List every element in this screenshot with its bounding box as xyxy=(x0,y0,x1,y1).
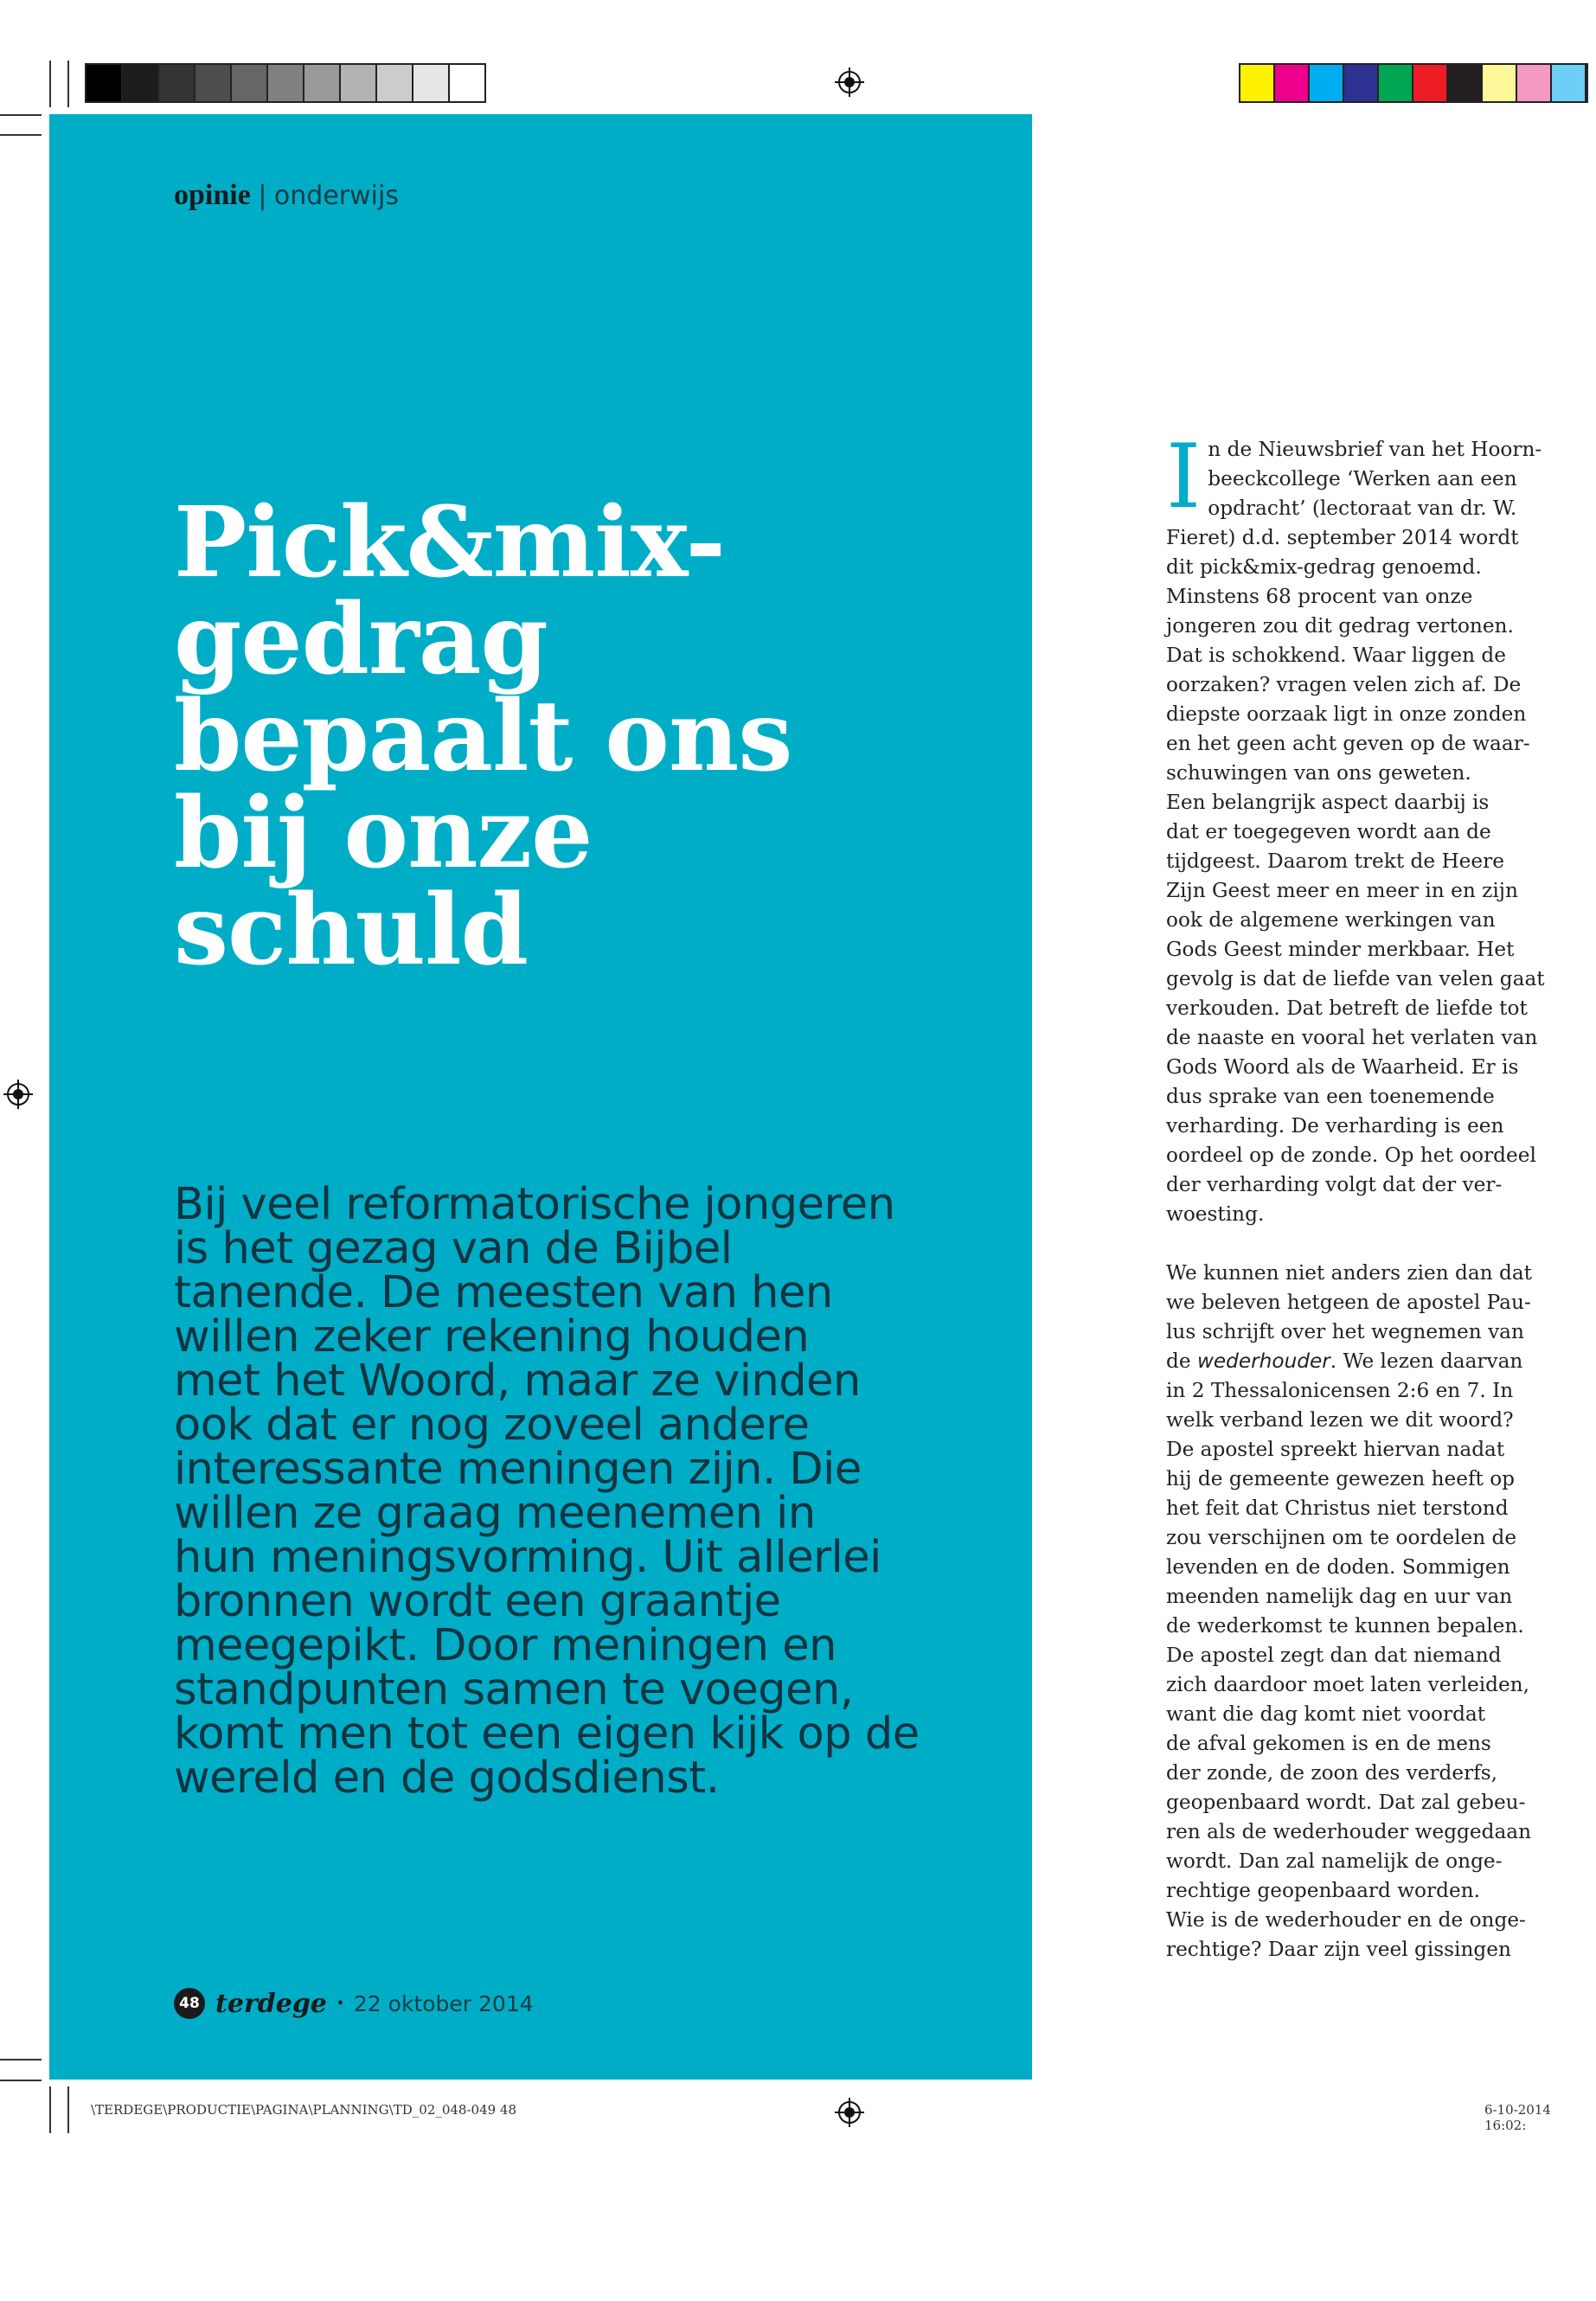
body-line: geopenbaard wordt. Dat zal gebeu- xyxy=(1166,1791,1526,1814)
body-line: beeckcollege ‘Werken aan een xyxy=(1208,467,1517,490)
body-line: hij de gemeente gewezen heeft op xyxy=(1166,1467,1516,1490)
body-line: dit pick&mix-gedrag genoemd. xyxy=(1166,555,1482,579)
body-line: Zijn Geest meer en meer in en zijn xyxy=(1166,879,1518,902)
crop-mark xyxy=(0,134,42,136)
body-line: verharding. De verharding is een xyxy=(1166,1114,1504,1138)
headline: Pick&mix- gedrag bepaalt ons bij onze schuld xyxy=(174,486,792,987)
body-paragraph-2 xyxy=(1166,1259,1555,1965)
crop-mark xyxy=(0,114,42,116)
color-swatch xyxy=(1344,65,1379,101)
body-line: Minstens 68 procent van onze xyxy=(1166,585,1473,608)
color-swatch xyxy=(1483,65,1517,101)
intro-text: Bij veel reformatorische jongeren is het gezag van de Bijbel tanende. De meesten van hen willen zeker rekening houden met het Woord, maar ze vinden ook dat er nog zoveel andere interessante meningen zijn. Die willen ze graag meenemen in hun meningsvorming. Uit allerlei bronnen wordt een graantje meegepikt. Door meningen en standpunten samen te voegen, komt men tot een eigen kijk op de wereld en de godsdienst. xyxy=(174,1179,920,1804)
slug-timestamp: 6-10-2014 16:02: xyxy=(1484,2102,1551,2133)
gray-swatch xyxy=(232,65,268,101)
body-line: lus schrijft over het wegnemen van xyxy=(1166,1320,1524,1343)
body-line: We kunnen niet anders zien dan dat xyxy=(1166,1261,1532,1285)
body-line: het feit dat Christus niet terstond xyxy=(1166,1497,1509,1520)
color-swatch xyxy=(1240,65,1275,101)
gray-swatch xyxy=(341,65,377,101)
body-line: zich daardoor moet laten verleiden, xyxy=(1166,1673,1529,1696)
body-line: welk verband lezen we dit woord? xyxy=(1166,1408,1514,1432)
color-swatch xyxy=(1517,65,1552,101)
body-line: in 2 Thessalonicensen 2:6 en 7. In xyxy=(1166,1379,1514,1402)
page-footer xyxy=(174,1988,534,2019)
body-line: rechtige geopenbaard worden. xyxy=(1166,1879,1480,1902)
gray-swatch xyxy=(159,65,195,101)
body-line: ook de algemene werkingen van xyxy=(1166,908,1496,932)
gray-swatch xyxy=(123,65,159,101)
color-swatch xyxy=(1448,65,1483,101)
body-line: diepste oorzaak ligt in onze zonden xyxy=(1166,702,1527,726)
crop-mark xyxy=(0,2059,42,2061)
body-line: schuwingen van ons geweten. xyxy=(1166,761,1471,785)
body-line: Wie is de wederhouder en de onge- xyxy=(1166,1908,1526,1932)
body-line: de naaste en vooral het verlaten van xyxy=(1166,1026,1538,1049)
brand-logo: terdege xyxy=(215,1988,327,2019)
body-line xyxy=(1166,1347,1555,1376)
body-line: want die dag komt niet voordat xyxy=(1166,1702,1486,1726)
body-line: De apostel spreekt hiervan nadat xyxy=(1166,1438,1505,1461)
body-text: de xyxy=(1166,1349,1197,1373)
body-line: oorzaken? vragen velen zich af. De xyxy=(1166,673,1522,696)
body-line: Dat is schokkend. Waar liggen de xyxy=(1166,644,1506,667)
crop-mark xyxy=(49,61,51,107)
issue-date: 22 oktober 2014 xyxy=(353,1990,534,2016)
gray-swatch xyxy=(304,65,341,101)
color-swatch xyxy=(1310,65,1344,101)
body-line: der verharding volgt dat der ver- xyxy=(1166,1173,1503,1196)
crop-mark xyxy=(0,2080,42,2081)
body-line: Gods Geest minder merkbaar. Het xyxy=(1166,938,1515,961)
color-swatch xyxy=(1413,65,1448,101)
body-line: Gods Woord als de Waarheid. Er is xyxy=(1166,1055,1519,1079)
grayscale-calibration-bar xyxy=(85,63,486,103)
gray-swatch xyxy=(268,65,304,101)
crop-mark xyxy=(49,2086,51,2133)
body-line: dus sprake van een toenemende xyxy=(1166,1085,1495,1108)
body-line: gevolg is dat de liefde van velen gaat xyxy=(1166,967,1545,990)
body-line: rechtige? Daar zijn veel gissingen xyxy=(1166,1938,1511,1961)
body-line: levenden en de doden. Sommigen xyxy=(1166,1555,1510,1579)
paragraph-gap xyxy=(1166,1229,1555,1259)
gray-swatch xyxy=(195,65,232,101)
teal-panel xyxy=(49,114,1032,2080)
body-line: n de Nieuwsbrief van het Hoorn- xyxy=(1208,438,1542,461)
registration-mark-icon xyxy=(835,2098,864,2127)
body-line: tijdgeest. Daarom trekt de Heere xyxy=(1166,849,1504,873)
category-label: onderwijs xyxy=(273,181,399,211)
body-line: ren als de wederhouder weggedaan xyxy=(1166,1820,1532,1843)
registration-mark-icon xyxy=(835,67,864,97)
body-text: . We lezen daarvan xyxy=(1330,1349,1523,1373)
body-line: oordeel op de zonde. Op het oordeel xyxy=(1166,1144,1536,1167)
slug-path: \TERDEGE\PRODUCTIE\PAGINA\PLANNING\TD_02_048-049 48 xyxy=(91,2102,517,2118)
article-body xyxy=(1166,426,1555,1965)
body-line: opdracht’ (lectoraat van dr. W. xyxy=(1208,497,1517,520)
drop-cap: I xyxy=(1166,426,1202,529)
color-swatch xyxy=(1275,65,1310,101)
gray-swatch xyxy=(87,65,123,101)
body-line: Fieret) d.d. september 2014 wordt xyxy=(1166,526,1519,549)
crop-mark xyxy=(67,2086,69,2133)
gray-swatch xyxy=(377,65,413,101)
body-line: meenden namelijk dag en uur van xyxy=(1166,1585,1513,1608)
footer-bullet: • xyxy=(337,1993,343,2013)
body-line: wordt. Dan zal namelijk de onge- xyxy=(1166,1849,1503,1873)
body-line: der zonde, de zoon des verderfs, xyxy=(1166,1761,1498,1785)
body-line: dat er toegegeven wordt aan de xyxy=(1166,820,1491,843)
color-calibration-bar xyxy=(1239,63,1588,103)
body-line: we beleven hetgeen de apostel Pau- xyxy=(1166,1291,1531,1314)
page-number: 48 xyxy=(174,1988,205,2019)
body-line: De apostel zegt dan dat niemand xyxy=(1166,1644,1502,1667)
body-line: de afval gekomen is en de mens xyxy=(1166,1732,1491,1755)
body-line: verkouden. Dat betreft de liefde tot xyxy=(1166,997,1528,1020)
body-line: Een belangrijk aspect daarbij is xyxy=(1166,791,1490,814)
kicker-separator: | xyxy=(258,181,267,211)
section-kicker xyxy=(174,179,399,212)
registration-mark-icon xyxy=(3,1080,33,1109)
body-line: de wederkomst te kunnen bepalen. xyxy=(1166,1614,1524,1638)
crop-mark xyxy=(67,61,69,107)
body-paragraph-1 xyxy=(1166,426,1555,1229)
body-line: zou verschijnen om te oordelen de xyxy=(1166,1526,1517,1549)
color-swatch xyxy=(1379,65,1413,101)
body-line: en het geen acht geven op de waar- xyxy=(1166,732,1530,755)
gray-swatch xyxy=(450,65,484,101)
color-swatch xyxy=(1552,65,1586,101)
emphasis-text: wederhouder xyxy=(1196,1349,1330,1373)
gray-swatch xyxy=(413,65,450,101)
section-label: opinie xyxy=(174,179,251,211)
body-line: jongeren zou dit gedrag vertonen. xyxy=(1166,614,1514,638)
body-line: woesting. xyxy=(1166,1202,1265,1226)
